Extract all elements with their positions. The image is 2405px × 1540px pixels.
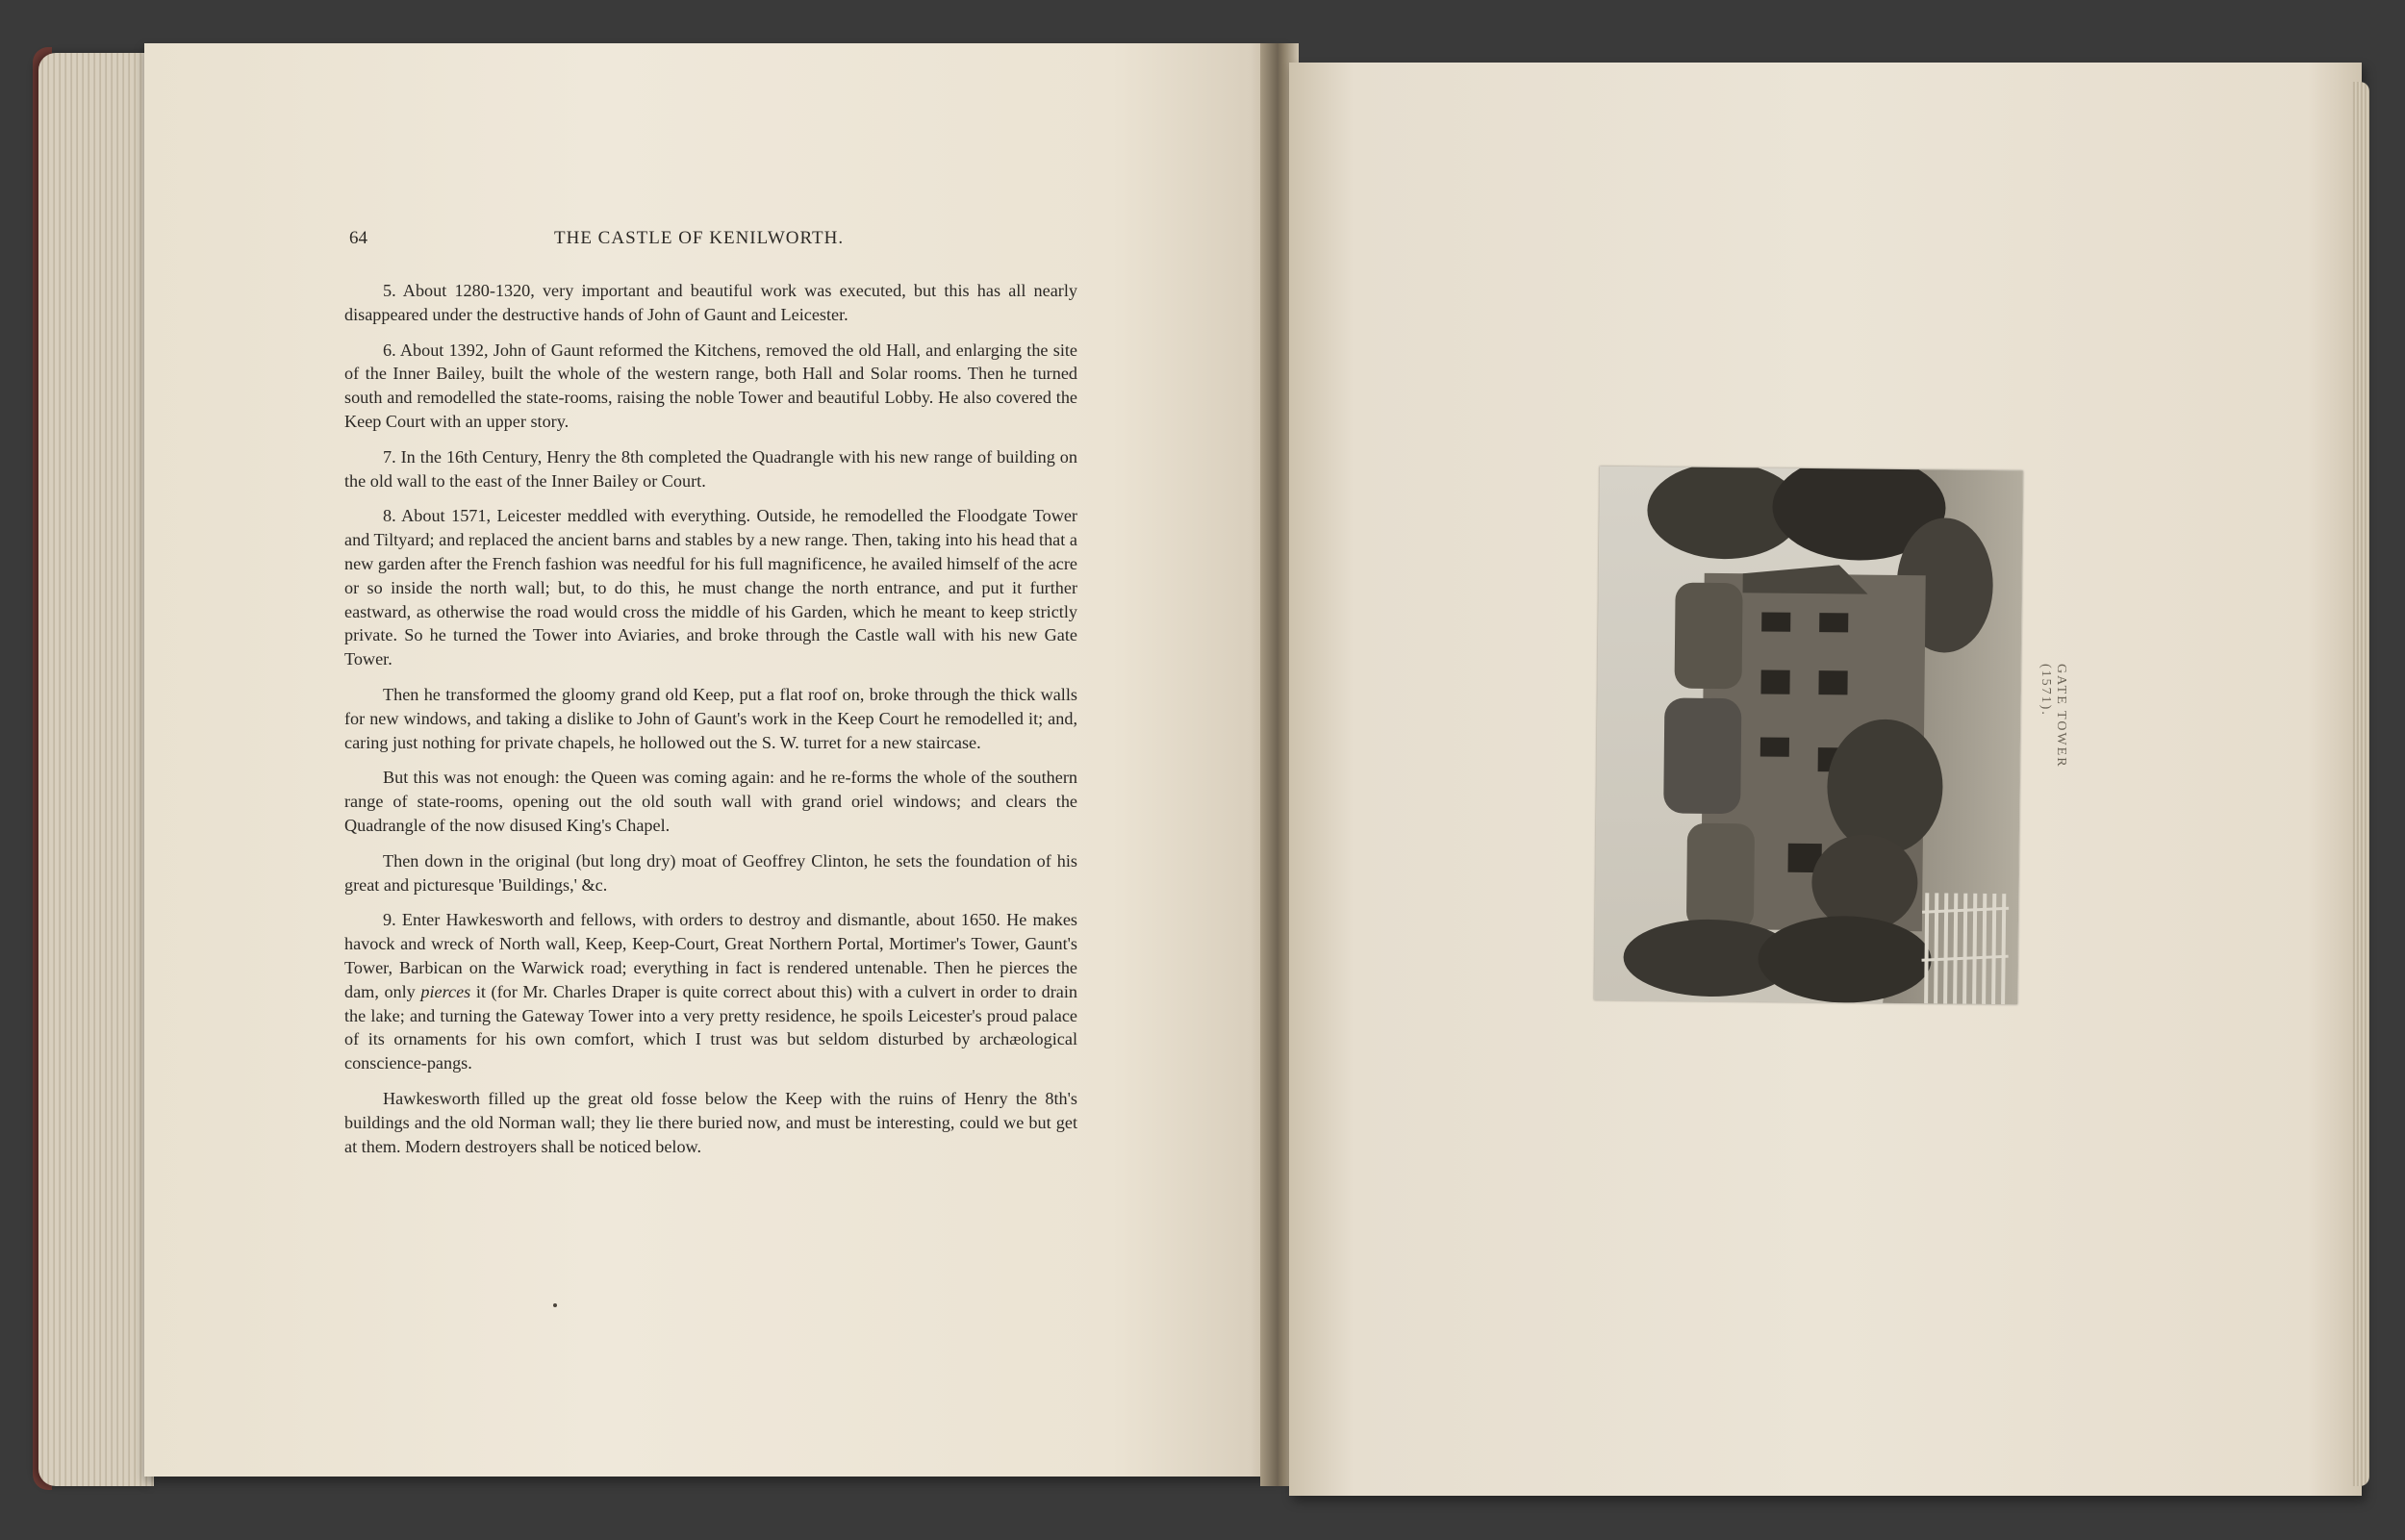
page-header [349,228,1080,257]
paragraph-9 [344,908,1077,1075]
paragraph: Then he transformed the gloomy grand old Keep, put a flat roof on, broke through the thick walls for new windows, and taking a dislike to John of Gaunt's work in the Keep Court he remodelled it; and, caring just nothing for private chapels, he hollowed out the S. W. turret for a new staircase. [344,684,1077,752]
body-text [344,279,1077,1170]
paragraph: Hawkesworth filled up the great old fosse below the Keep with the ruins of Henry the 8th's buildings and the old Norman wall; they lie there buried now, and must be interesting, could we but get at them. Modern destroyers shall be noticed below. [344,1088,1077,1156]
paragraph: But this was not enough: the Queen was coming again: and he re-forms the whole of the southern range of state-rooms, opening out the old south wall with grand oriel windows; and clears the Quadrangle of the now disused King's Chapel. [344,768,1077,835]
paragraph: 5. About 1280-1320, very important and beautiful work was executed, but this has all nearly disappeared under the destructive hands of John of Gaunt and Leicester. [344,281,1077,324]
photo-caption: GATE TOWER (1571). [2038,664,2068,769]
page-number: 64 [349,228,367,248]
paragraph-9-part-2: it (for Mr. Charles Draper is quite correct about this) with a culvert in order to drain the lake; and turning the Gateway Tower into a very pretty residence, he spoils Leicester's proud palace of its ornaments for his own comfort, which I trust was but seldom disturbed by archæological conscience-pangs. [344,981,1077,1073]
paragraph: Then down in the original (but long dry) moat of Geoffrey Clinton, he sets the foundation of his great and picturesque 'Buildings,' &c. [344,850,1077,895]
paragraph: 8. About 1571, Leicester meddled with everything. Outside, he remodelled the Floodgate Tower and Tiltyard; and replaced the ancient barns and stables by a new range. Then, taking into his head that a new garden after the French fashion was needful for his full magnificence, he availed himself of the acre or so inside the north wall; but, to do this, he must change the north entrance, and put it further eastward, as otherwise the road would cross the middle of his Garden, which he meant to keep strictly private. So he turned the Tower into Aviaries, and broke through the Castle wall with his new Gate Tower. [344,506,1077,669]
italic-word: pierces [420,981,471,1001]
paragraph-9-part-1: 9. Enter Hawkesworth and fellows, with orders to destroy and dismantle, about 1650. He makes havock and wreck of North wall, Keep, Keep-Court, Great Northern Portal, Mortimer's Tower, Gaunt's Tower, Barbican on the Warwick road; everything in fact is rendered untenable. Then he pierces the dam, only [344,910,1077,1001]
page-edges-right [2352,82,2369,1486]
running-title: THE CASTLE OF KENILWORTH. [554,228,845,248]
gate-tower-photograph [1594,467,2023,1005]
printer-mark [553,1303,557,1307]
paragraph: 7. In the 16th Century, Henry the 8th completed the Quadrangle with his new range of building on the old wall to the east of the Inner Bailey or Court. [344,446,1077,491]
photo-illustration [1594,467,2023,1005]
paragraph: 6. About 1392, John of Gaunt reformed the Kitchens, removed the old Hall, and enlarging the site of the Inner Bailey, built the whole of the western range, both Hall and Solar rooms. Then he turned south and remodelled the state-rooms, raising the noble Tower and beautiful Lobby. He also covered the Keep Court with an upper story. [344,340,1077,431]
page-edges-left [38,53,154,1486]
